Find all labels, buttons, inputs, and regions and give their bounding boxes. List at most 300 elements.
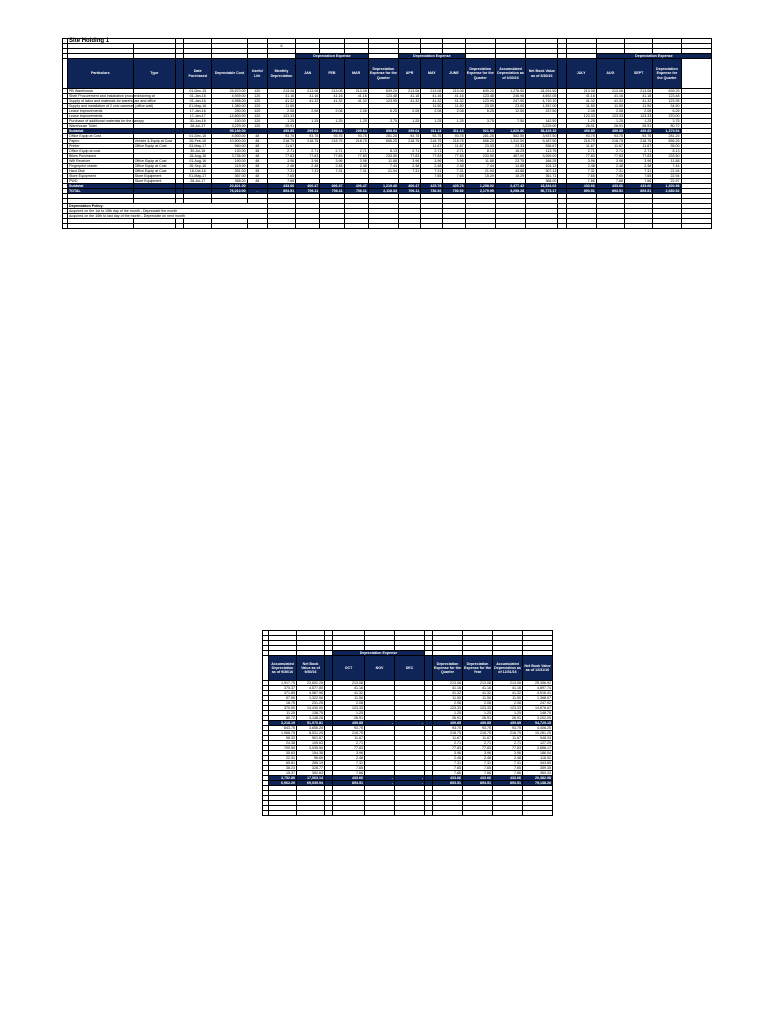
value-cell[interactable]: 233.50	[368, 154, 398, 159]
value-cell[interactable]: 2.71	[296, 149, 320, 154]
empty-cell[interactable]	[399, 224, 421, 229]
value-cell[interactable]: 03-May-17	[184, 144, 212, 149]
value-cell[interactable]: 41.16	[596, 94, 624, 99]
value-cell[interactable]: 3,148.28	[297, 716, 325, 721]
value-cell[interactable]: 352.63	[297, 771, 325, 776]
value-cell[interactable]: 921.93	[465, 129, 495, 134]
value-cell[interactable]: 77.83	[433, 746, 463, 751]
value-cell[interactable]: 80.72	[653, 124, 681, 129]
value-cell[interactable]: 7.66	[493, 771, 523, 776]
value-cell[interactable]: 501.67	[297, 736, 325, 741]
value-cell[interactable]: 893.51	[566, 189, 596, 194]
value-cell[interactable]: 41.32	[596, 99, 624, 104]
value-cell[interactable]: 3.96	[443, 159, 465, 164]
value-cell[interactable]: 367.00	[212, 174, 247, 179]
header-jan[interactable]: JAN	[296, 59, 320, 89]
value-cell[interactable]: 48	[247, 139, 267, 144]
value-cell[interactable]: 41.16	[566, 94, 596, 99]
value-cell[interactable]: 93.75	[320, 134, 344, 139]
value-cell[interactable]: 247.92	[523, 701, 553, 706]
value-cell[interactable]: 1,820.86	[495, 129, 525, 134]
value-cell[interactable]: 25,356.92	[523, 681, 553, 686]
header-feb[interactable]: FEB	[320, 59, 344, 89]
value-cell[interactable]: 706.11	[320, 189, 344, 194]
value-cell[interactable]: 138.75	[297, 711, 325, 716]
empty-cell[interactable]	[523, 811, 553, 816]
value-cell[interactable]: 370.37	[269, 686, 297, 691]
value-cell[interactable]: 736.92	[443, 189, 465, 194]
value-cell[interactable]: TOTAL	[68, 189, 134, 194]
value-cell[interactable]: 26.91	[333, 716, 365, 721]
header-particulars[interactable]: Particulars	[68, 59, 134, 89]
value-cell[interactable]: 3.96	[596, 159, 624, 164]
value-cell[interactable]: 48	[247, 174, 267, 179]
value-cell[interactable]: 299.64	[344, 129, 368, 134]
header-q3[interactable]: Depreciation Expense for the Quarter	[653, 59, 681, 89]
value-cell[interactable]: 218.75	[596, 139, 624, 144]
header-q1[interactable]: Depreciation Expense for the Quarter	[368, 59, 398, 89]
value-cell[interactable]: 218.75	[433, 731, 463, 736]
value-cell[interactable]: 77.83	[333, 746, 365, 751]
value-cell[interactable]: 311.14	[443, 129, 465, 134]
value-cell[interactable]: 433.66	[463, 776, 493, 781]
value-cell[interactable]: 93.75	[443, 134, 465, 139]
value-cell[interactable]: 7.66	[267, 179, 295, 184]
value-cell[interactable]: 6.25	[465, 109, 495, 114]
value-cell[interactable]: 41.16	[433, 686, 463, 691]
header-apr[interactable]: APR	[399, 59, 421, 89]
value-cell[interactable]: 48	[247, 144, 267, 149]
value-cell[interactable]: PWD	[68, 179, 134, 184]
value-cell[interactable]: 41.16	[463, 686, 493, 691]
value-cell[interactable]: 11.50	[596, 104, 624, 109]
header-q4[interactable]: Depreciation Expense for the Quarter	[433, 656, 463, 681]
value-cell[interactable]: 459.85	[267, 129, 295, 134]
value-cell[interactable]: 01-Dec-15	[184, 134, 212, 139]
value-cell[interactable]: 2.71	[433, 741, 463, 746]
value-cell[interactable]: 213.08	[344, 89, 368, 94]
value-cell[interactable]: 7.65	[333, 766, 365, 771]
value-cell[interactable]: 23.00	[465, 104, 495, 109]
value-cell[interactable]: 48	[247, 159, 267, 164]
value-cell[interactable]: 11.50	[433, 696, 463, 701]
value-cell[interactable]: 213.08	[433, 681, 463, 686]
value-cell[interactable]: 120	[247, 89, 267, 94]
value-cell[interactable]: 41.32	[566, 99, 596, 104]
value-cell[interactable]: 2.71	[333, 741, 365, 746]
header-mar[interactable]: MAR	[344, 59, 368, 89]
value-cell[interactable]: 1.25	[267, 119, 295, 124]
value-cell[interactable]: 307.13	[526, 169, 558, 174]
value-cell[interactable]: 343.69	[523, 761, 553, 766]
value-cell[interactable]: 433.66	[566, 184, 596, 189]
value-cell[interactable]: 213.08	[493, 681, 523, 686]
header-sept[interactable]: SEPT	[625, 59, 653, 89]
value-cell[interactable]: 48	[247, 179, 267, 184]
value-cell[interactable]: 467.00	[495, 154, 525, 159]
value-cell[interactable]: 41.32	[443, 99, 465, 104]
value-cell[interactable]: 23.33	[495, 144, 525, 149]
value-cell[interactable]: 35.00	[653, 144, 681, 149]
value-cell[interactable]: 190.00	[212, 159, 247, 164]
value-cell[interactable]: 123.33	[463, 706, 493, 711]
value-cell[interactable]: 1,300.98	[653, 184, 681, 189]
value-cell[interactable]: 7.65	[596, 174, 624, 179]
value-cell[interactable]: 3.96	[463, 751, 493, 756]
value-cell[interactable]: 3.75	[465, 119, 495, 124]
value-cell[interactable]: 2.08	[625, 109, 653, 114]
value-cell[interactable]: 893.51	[463, 781, 493, 786]
value-cell[interactable]: 1.25	[463, 711, 493, 716]
value-cell[interactable]: 370.00	[653, 114, 681, 119]
header-type[interactable]: Type	[133, 59, 175, 89]
value-cell[interactable]: 1.25	[344, 119, 368, 124]
value-cell[interactable]: 154.38	[297, 751, 325, 756]
value-cell[interactable]: 7.31	[399, 169, 421, 174]
value-cell[interactable]: 7.31	[296, 169, 320, 174]
value-cell[interactable]: 123.33	[433, 706, 463, 711]
header-empty[interactable]	[558, 59, 566, 89]
header-date[interactable]: Date Purchased	[184, 59, 212, 89]
empty-cell[interactable]	[653, 224, 681, 229]
value-cell[interactable]: 1.25	[493, 711, 523, 716]
value-cell[interactable]: 41.32	[463, 691, 493, 696]
value-cell[interactable]: 7.50	[495, 119, 525, 124]
value-cell[interactable]: 69,039.94	[297, 781, 325, 786]
value-cell[interactable]: 459.85	[333, 721, 365, 726]
value-cell[interactable]: 359.35	[523, 766, 553, 771]
header-year[interactable]: Depreciation Expense for the Year	[463, 656, 493, 681]
value-cell[interactable]: 186.04	[523, 751, 553, 756]
value-cell[interactable]: -	[395, 721, 425, 726]
empty-cell[interactable]	[247, 224, 267, 229]
value-cell[interactable]: 123.95	[653, 99, 681, 104]
value-cell[interactable]: 560.00	[212, 144, 247, 149]
value-cell[interactable]: 218.75	[493, 731, 523, 736]
value-cell[interactable]: Fingerprint reader	[68, 164, 134, 169]
value-cell[interactable]: 93.75	[463, 726, 493, 731]
header-life[interactable]: Useful Life	[247, 59, 267, 89]
value-cell[interactable]: 123.48	[465, 94, 495, 99]
value-cell[interactable]: 4,692.05	[526, 94, 558, 99]
value-cell[interactable]: 281.25	[368, 134, 398, 139]
value-cell[interactable]: 48	[247, 164, 267, 169]
value-cell[interactable]: 1,258.02	[465, 184, 495, 189]
value-cell[interactable]: 120	[247, 104, 267, 109]
value-cell[interactable]: 15.29	[495, 174, 525, 179]
value-cell[interactable]: 7.31	[596, 169, 624, 174]
value-cell[interactable]: 21.94	[653, 169, 681, 174]
value-cell[interactable]: 4,298.28	[495, 189, 525, 194]
policy-text[interactable]: Acquired on the 16th to last day of the month - Depreciate on next month	[68, 214, 268, 219]
value-cell[interactable]: 15.29	[465, 174, 495, 179]
value-cell[interactable]: 1,322.50	[297, 696, 325, 701]
value-cell[interactable]: 104.13	[526, 164, 558, 169]
value-cell[interactable]: 3.96	[320, 159, 344, 164]
value-cell[interactable]: 11.67	[421, 144, 443, 149]
empty-cell[interactable]	[344, 224, 368, 229]
value-cell[interactable]: 6.25	[368, 109, 398, 114]
value-cell[interactable]: 15.37	[269, 771, 297, 776]
value-cell[interactable]: 3.96	[421, 159, 443, 164]
header-cost[interactable]: Depreciable Cost	[212, 59, 247, 89]
value-cell[interactable]: 123.33	[493, 706, 523, 711]
value-cell[interactable]: 351.00	[212, 169, 247, 174]
value-cell[interactable]: 34.50	[653, 104, 681, 109]
value-cell[interactable]: 233.50	[465, 154, 495, 159]
value-cell[interactable]: Supply of labor and materials for warehouse and office	[69, 99, 156, 103]
value-cell[interactable]: 77.83	[596, 154, 624, 159]
value-cell[interactable]: 7.65	[421, 174, 443, 179]
value-cell[interactable]: 120	[247, 119, 267, 124]
value-cell[interactable]: 406.47	[344, 184, 368, 189]
value-cell[interactable]: 23.00	[495, 104, 525, 109]
value-cell[interactable]: -	[365, 781, 395, 786]
value-cell[interactable]: 562.50	[495, 134, 525, 139]
value-cell[interactable]: 41.16	[344, 94, 368, 99]
value-cell[interactable]: 18,344.02	[526, 184, 558, 189]
value-cell[interactable]: 12.50	[495, 109, 525, 114]
value-cell[interactable]: 18-Oct-16	[184, 169, 212, 174]
value-cell[interactable]: 22.31	[269, 756, 297, 761]
value-cell[interactable]: 1.25	[443, 119, 465, 124]
header-june[interactable]: JUNE	[443, 59, 465, 89]
value-cell[interactable]: 3.75	[368, 119, 398, 124]
value-cell[interactable]: 2.08	[333, 701, 365, 706]
value-cell[interactable]: 2.48	[443, 164, 465, 169]
empty-cell[interactable]	[681, 224, 711, 229]
value-cell[interactable]: 7.31	[625, 169, 653, 174]
value-cell[interactable]: 893.51	[267, 189, 295, 194]
policy-text[interactable]: Acquired on the 1st to 15th day of the month - Depreciate the month	[68, 209, 268, 214]
value-cell[interactable]: 3.96	[625, 159, 653, 164]
value-cell[interactable]: 14,430.00	[297, 706, 325, 711]
value-cell[interactable]: 01-Jan-16	[184, 94, 212, 99]
value-cell[interactable]: 1.25	[625, 119, 653, 124]
value-cell[interactable]: Warehouse Toilet	[68, 124, 134, 129]
value-cell[interactable]: 406.47	[296, 184, 320, 189]
value-cell[interactable]: 41.16	[493, 686, 523, 691]
value-cell[interactable]: 123.33	[333, 706, 365, 711]
value-cell[interactable]: 2.71	[421, 149, 443, 154]
value-cell[interactable]: 43.88	[495, 169, 525, 174]
value-cell[interactable]: 2,477.42	[495, 184, 525, 189]
value-cell[interactable]: Subtotal	[68, 184, 134, 189]
value-cell[interactable]: 4,577.80	[297, 686, 325, 691]
value-cell[interactable]: -	[365, 776, 395, 781]
value-cell[interactable]: 120	[247, 114, 267, 119]
value-cell[interactable]: 7.65	[433, 766, 463, 771]
value-cell[interactable]: 14,676.67	[523, 706, 553, 711]
value-cell[interactable]: 351.71	[526, 174, 558, 179]
value-cell[interactable]: 406.47	[399, 184, 421, 189]
value-cell[interactable]: Office Equip at cost	[68, 149, 134, 154]
value-cell[interactable]: 11.50	[493, 696, 523, 701]
empty-cell[interactable]	[493, 811, 523, 816]
value-cell[interactable]: 30-Jun-16	[184, 119, 212, 124]
value-cell[interactable]: 127.29	[523, 741, 553, 746]
empty-cell[interactable]	[526, 224, 558, 229]
value-cell[interactable]: 328.77	[297, 766, 325, 771]
empty-cell[interactable]	[421, 224, 443, 229]
value-cell[interactable]: 281.25	[653, 134, 681, 139]
value-cell[interactable]: 30-Jul-16	[184, 149, 212, 154]
value-cell[interactable]: 120	[247, 94, 267, 99]
value-cell[interactable]: 3,218.19	[269, 721, 297, 726]
empty-cell[interactable]	[566, 224, 596, 229]
value-cell[interactable]: 77.83	[463, 746, 493, 751]
value-cell[interactable]: 2.08	[443, 109, 465, 114]
header-empty[interactable]	[325, 656, 333, 681]
value-cell[interactable]: Vehicle & Equip at Cost	[133, 139, 175, 144]
value-cell[interactable]: 898.93	[368, 129, 398, 134]
value-cell[interactable]: 2.71	[344, 149, 368, 154]
value-cell[interactable]: 247.90	[495, 99, 525, 104]
value-cell[interactable]: Pajero	[68, 139, 134, 144]
value-cell[interactable]: 2.08	[463, 701, 493, 706]
value-cell[interactable]: -	[395, 781, 425, 786]
value-cell[interactable]: 893.51	[625, 189, 653, 194]
value-cell[interactable]: 639.25	[465, 89, 495, 94]
value-cell[interactable]: 93.75	[399, 134, 421, 139]
value-cell[interactable]: 93.75	[596, 134, 624, 139]
value-cell[interactable]: 3,269.00	[526, 154, 558, 159]
header-empty[interactable]	[176, 59, 184, 89]
sheet-title[interactable]: Site Holding 1	[68, 39, 176, 44]
value-cell[interactable]: 2.48	[344, 164, 368, 169]
asset-row[interactable]	[63, 139, 712, 144]
value-cell[interactable]: 123.33	[596, 114, 624, 119]
value-cell[interactable]: 21.94	[465, 169, 495, 174]
value-cell[interactable]: 48	[247, 169, 267, 174]
value-cell[interactable]: 10,281.25	[523, 731, 553, 736]
value-cell[interactable]: 368.00	[212, 179, 247, 184]
value-cell[interactable]: 7.31	[267, 169, 295, 174]
value-cell[interactable]: 93.75	[344, 134, 368, 139]
value-cell[interactable]: 26.91	[566, 124, 596, 129]
value-cell[interactable]: 6.25	[653, 109, 681, 114]
value-cell[interactable]: 368.00	[526, 179, 558, 184]
value-cell[interactable]: 250.00	[212, 109, 247, 114]
header-empty[interactable]	[425, 656, 433, 681]
value-cell[interactable]: 77.83	[566, 154, 596, 159]
value-cell[interactable]: 213.08	[320, 89, 344, 94]
value-cell[interactable]: 706.11	[344, 189, 368, 194]
value-cell[interactable]: 7.65	[566, 174, 596, 179]
value-cell[interactable]: 38,429.15	[526, 129, 558, 134]
marker-cell[interactable]: 6	[267, 44, 295, 49]
value-cell[interactable]: 285.19	[297, 761, 325, 766]
value-cell[interactable]: 26.91	[625, 124, 653, 129]
value-cell[interactable]: 11.67	[267, 144, 295, 149]
value-cell[interactable]: 119.00	[212, 164, 247, 169]
value-cell[interactable]: 7.66	[566, 179, 596, 184]
value-cell[interactable]: 123.48	[368, 94, 398, 99]
value-cell[interactable]: Wifi Receiver	[68, 159, 134, 164]
value-cell[interactable]: 311.14	[421, 129, 443, 134]
value-cell[interactable]: 58.33	[269, 736, 297, 741]
value-cell[interactable]: 2.08	[566, 109, 596, 114]
value-cell[interactable]: 1.25	[596, 119, 624, 124]
value-cell[interactable]: 433.66	[596, 184, 624, 189]
value-cell[interactable]: 459.85	[596, 129, 624, 134]
value-cell[interactable]: 25,570.00	[212, 89, 247, 94]
value-cell[interactable]: 656.25	[653, 139, 681, 144]
value-cell[interactable]: 3,035.50	[297, 746, 325, 751]
value-cell[interactable]: 4,916.41	[523, 691, 553, 696]
value-cell[interactable]: 8,531.25	[297, 731, 325, 736]
value-cell[interactable]: 893.51	[333, 781, 365, 786]
value-cell[interactable]: 3,229.00	[212, 124, 247, 129]
value-cell[interactable]: 213.08	[296, 89, 320, 94]
value-cell[interactable]: 17-Jan-17	[184, 114, 212, 119]
value-cell[interactable]: 14.88	[495, 164, 525, 169]
empty-cell[interactable]	[269, 811, 297, 816]
value-cell[interactable]: 8.13	[465, 149, 495, 154]
value-cell[interactable]: 11.50	[333, 696, 365, 701]
value-cell[interactable]: 2.08	[596, 109, 624, 114]
value-cell[interactable]: 231.25	[297, 701, 325, 706]
value-cell[interactable]: 41.32	[267, 99, 295, 104]
value-cell[interactable]: 93.75	[267, 134, 295, 139]
group-dep-expense-q3[interactable]: Depreciation Expense	[596, 54, 711, 59]
value-cell[interactable]: 2.08	[267, 109, 295, 114]
value-cell[interactable]: 41.32	[493, 691, 523, 696]
value-cell[interactable]: 7.65	[493, 766, 523, 771]
value-cell[interactable]: 93.75	[625, 134, 653, 139]
value-cell[interactable]: 93.75	[333, 726, 365, 731]
empty-cell[interactable]	[495, 224, 525, 229]
value-cell[interactable]: 8.13	[368, 149, 398, 154]
value-cell[interactable]: Store Equipment	[68, 174, 134, 179]
value-cell[interactable]: 41.16	[320, 94, 344, 99]
empty-cell[interactable]	[596, 224, 624, 229]
value-cell[interactable]: 9,187.50	[526, 139, 558, 144]
value-cell[interactable]: 166.25	[526, 159, 558, 164]
value-cell[interactable]: 299.64	[399, 129, 421, 134]
value-cell[interactable]: 706.11	[399, 189, 421, 194]
value-cell[interactable]: 3.96	[296, 159, 320, 164]
value-cell[interactable]: 2.71	[399, 149, 421, 154]
header-q2[interactable]: Depreciation Expense for the Quarter	[465, 59, 495, 89]
value-cell[interactable]: 3.75	[653, 119, 681, 124]
value-cell[interactable]: 150.00	[212, 119, 247, 124]
value-cell[interactable]: -	[365, 721, 395, 726]
value-cell[interactable]: 15-Aug-16	[184, 154, 212, 159]
value-cell[interactable]: 2.48	[267, 164, 295, 169]
value-cell[interactable]: 26.91	[463, 716, 493, 721]
value-cell[interactable]: 2,680.52	[653, 189, 681, 194]
value-cell[interactable]: 2.48	[320, 164, 344, 169]
value-cell[interactable]: Office Equip at Cost	[68, 134, 134, 139]
value-cell[interactable]: 26.91	[267, 124, 295, 129]
value-cell[interactable]: 213.08	[443, 89, 465, 94]
value-cell[interactable]: 93.75	[493, 726, 523, 731]
value-cell[interactable]: 22.97	[653, 179, 681, 184]
value-cell[interactable]: 1,278.50	[495, 89, 525, 94]
value-cell[interactable]: 371.85	[269, 691, 297, 696]
value-cell[interactable]: 7.31	[566, 169, 596, 174]
value-cell[interactable]: 41.16	[399, 94, 421, 99]
value-cell[interactable]: 93.75	[433, 726, 463, 731]
value-cell[interactable]: 1,357.00	[526, 104, 558, 109]
value-cell[interactable]: 116.52	[523, 756, 553, 761]
policy-text[interactable]: Depreciation Policy:	[68, 204, 268, 209]
value-cell[interactable]: 893.51	[493, 781, 523, 786]
value-cell[interactable]: 433.66	[493, 776, 523, 781]
value-cell[interactable]: 656.25	[368, 139, 398, 144]
value-cell[interactable]: 2.08	[421, 109, 443, 114]
